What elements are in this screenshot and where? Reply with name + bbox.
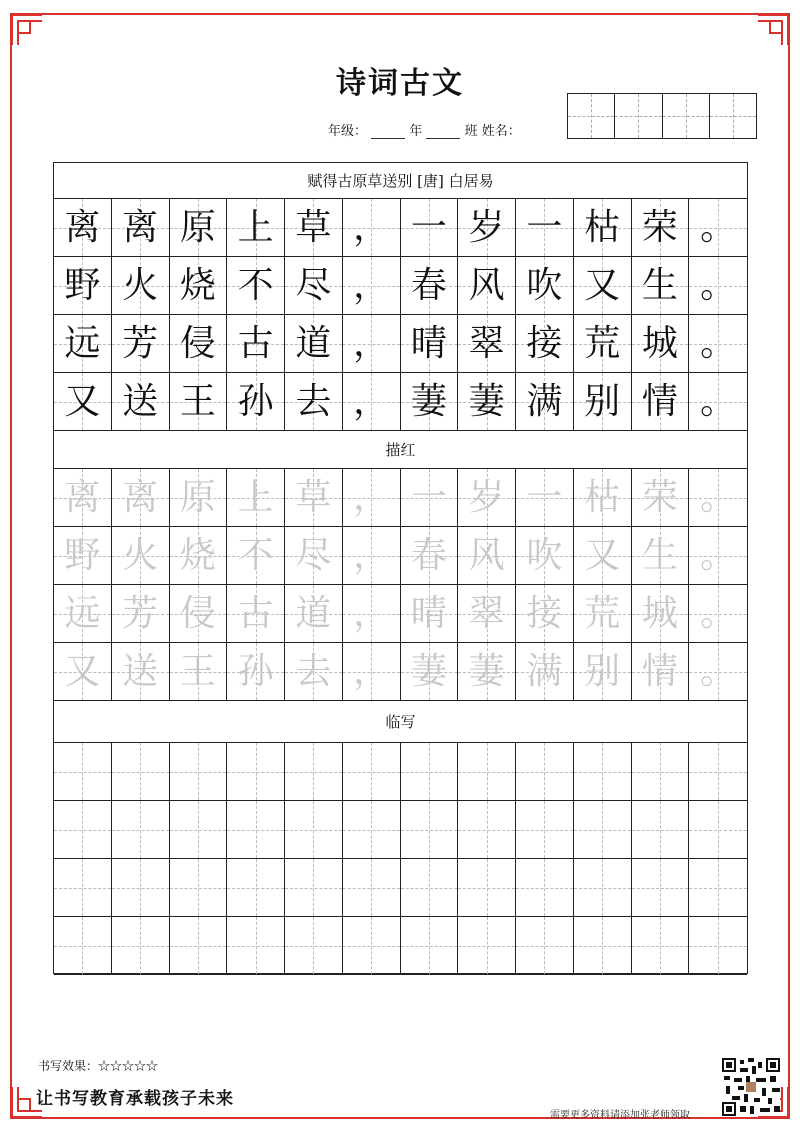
grid-cell xyxy=(574,585,632,642)
character: 萋 xyxy=(410,650,447,692)
character: 尽 xyxy=(295,534,332,576)
practice-sheet xyxy=(53,162,748,974)
grid-cell[interactable] xyxy=(516,917,574,974)
grid-cell xyxy=(574,373,632,430)
grid-cell xyxy=(285,527,343,584)
character: 。 xyxy=(700,650,737,692)
model-row xyxy=(54,315,747,373)
name-grid[interactable] xyxy=(567,93,757,139)
grid-cell xyxy=(54,257,112,314)
grid-cell xyxy=(458,257,516,314)
character: 别 xyxy=(584,380,621,422)
character: 道 xyxy=(295,592,332,634)
class-label: 班 xyxy=(464,124,478,139)
grid-cell[interactable] xyxy=(632,917,690,974)
grid-cell xyxy=(458,199,516,256)
grid-cell xyxy=(112,315,170,372)
grid-cell xyxy=(227,315,285,372)
grid-cell[interactable] xyxy=(689,917,747,974)
grid-cell[interactable] xyxy=(343,801,401,858)
grid-cell[interactable] xyxy=(574,859,632,916)
grid-cell xyxy=(227,373,285,430)
character: 。 xyxy=(700,264,737,306)
character: 又 xyxy=(64,650,101,692)
rating-text: 书写效果：☆☆☆☆☆ xyxy=(38,1059,159,1073)
character: 一 xyxy=(526,476,563,518)
grid-cell[interactable] xyxy=(632,859,690,916)
grid-cell xyxy=(574,643,632,700)
grid-cell[interactable] xyxy=(54,917,112,974)
copy-row xyxy=(54,801,747,859)
grid-cell xyxy=(227,199,285,256)
character: 原 xyxy=(179,206,216,248)
grid-cell[interactable] xyxy=(689,743,747,800)
grid-cell xyxy=(54,527,112,584)
grid-cell[interactable] xyxy=(401,801,459,858)
character: ， xyxy=(353,534,390,576)
grid-cell xyxy=(458,643,516,700)
grid-cell[interactable] xyxy=(458,917,516,974)
qr-code-icon xyxy=(722,1058,780,1116)
trace-row xyxy=(54,585,747,643)
grid-cell[interactable] xyxy=(343,859,401,916)
character: 草 xyxy=(295,476,332,518)
grid-cell xyxy=(54,585,112,642)
character: 荣 xyxy=(641,206,678,248)
grid-cell xyxy=(689,585,747,642)
grid-cell[interactable] xyxy=(401,917,459,974)
grid-cell xyxy=(343,585,401,642)
grid-cell xyxy=(458,585,516,642)
grid-cell[interactable] xyxy=(170,743,228,800)
character: 吹 xyxy=(526,534,563,576)
character: 春 xyxy=(410,264,447,306)
grid-cell[interactable] xyxy=(170,859,228,916)
grid-cell[interactable] xyxy=(458,859,516,916)
character: 不 xyxy=(237,264,274,306)
grid-cell xyxy=(227,643,285,700)
grid-cell[interactable] xyxy=(54,743,112,800)
character: ， xyxy=(353,650,390,692)
grid-cell[interactable] xyxy=(285,859,343,916)
grid-cell xyxy=(343,527,401,584)
grid-cell xyxy=(227,469,285,526)
grid-cell[interactable] xyxy=(689,859,747,916)
trace-row xyxy=(54,469,747,527)
grid-cell[interactable] xyxy=(285,801,343,858)
grid-cell[interactable] xyxy=(574,917,632,974)
grid-cell[interactable] xyxy=(227,859,285,916)
grid-cell xyxy=(689,527,747,584)
grid-cell xyxy=(689,643,747,700)
character: ， xyxy=(353,206,390,248)
grid-cell xyxy=(170,469,228,526)
grid-cell xyxy=(632,469,690,526)
character: ， xyxy=(353,322,390,364)
grid-cell xyxy=(285,257,343,314)
grid-cell xyxy=(112,527,170,584)
grid-cell xyxy=(285,199,343,256)
trace-label: 描红 xyxy=(54,431,747,469)
grid-cell xyxy=(401,315,459,372)
copy-row xyxy=(54,859,747,917)
class-blank[interactable] xyxy=(426,125,460,139)
grid-cell xyxy=(401,199,459,256)
grid-cell[interactable] xyxy=(574,743,632,800)
character: 。 xyxy=(700,592,737,634)
character: 芳 xyxy=(122,592,159,634)
grid-cell xyxy=(112,373,170,430)
character: 上 xyxy=(237,476,274,518)
grid-cell xyxy=(574,199,632,256)
grid-cell xyxy=(343,373,401,430)
character: 城 xyxy=(641,322,678,364)
grid-cell[interactable] xyxy=(689,801,747,858)
character: 烧 xyxy=(179,534,216,576)
slogan-text: 让书写教育承载孩子未来 xyxy=(36,1089,234,1109)
grid-cell[interactable] xyxy=(401,859,459,916)
grid-cell xyxy=(401,585,459,642)
character: 翠 xyxy=(468,322,505,364)
grid-cell xyxy=(227,585,285,642)
character: 别 xyxy=(584,650,621,692)
character: 侵 xyxy=(179,592,216,634)
character: 离 xyxy=(64,206,101,248)
grid-cell[interactable] xyxy=(632,743,690,800)
grid-cell[interactable] xyxy=(632,801,690,858)
grid-cell xyxy=(689,315,747,372)
character: 又 xyxy=(64,380,101,422)
character: 满 xyxy=(526,650,563,692)
model-row xyxy=(54,199,747,257)
grid-cell xyxy=(285,643,343,700)
character: 王 xyxy=(179,650,216,692)
grid-cell xyxy=(112,585,170,642)
copy-row xyxy=(54,743,747,801)
character: 上 xyxy=(237,206,274,248)
copy-label: 临写 xyxy=(54,701,747,743)
character: 离 xyxy=(64,476,101,518)
character: 。 xyxy=(700,534,737,576)
character: 一 xyxy=(410,476,447,518)
character: 送 xyxy=(122,650,159,692)
character: 一 xyxy=(526,206,563,248)
grid-cell xyxy=(632,585,690,642)
character: 火 xyxy=(122,534,159,576)
grid-cell[interactable] xyxy=(343,743,401,800)
character: 生 xyxy=(641,534,678,576)
grid-cell xyxy=(227,257,285,314)
grid-cell xyxy=(516,315,574,372)
page-title: 诗词古文 xyxy=(336,66,464,101)
character: 侵 xyxy=(179,322,216,364)
grid-cell xyxy=(516,469,574,526)
grid-cell xyxy=(574,469,632,526)
grid-cell[interactable] xyxy=(516,801,574,858)
grid-cell xyxy=(227,527,285,584)
grid-cell xyxy=(170,643,228,700)
character: 接 xyxy=(526,592,563,634)
grid-cell xyxy=(574,315,632,372)
grid-cell xyxy=(401,257,459,314)
grid-cell xyxy=(516,257,574,314)
grid-cell xyxy=(285,373,343,430)
grid-cell[interactable] xyxy=(227,743,285,800)
character: 岁 xyxy=(468,206,505,248)
character: 荒 xyxy=(584,322,621,364)
character: 孙 xyxy=(237,380,274,422)
grid-cell xyxy=(112,257,170,314)
grade-blank[interactable] xyxy=(371,125,405,139)
grid-cell xyxy=(54,315,112,372)
character: 生 xyxy=(641,264,678,306)
character: 又 xyxy=(584,534,621,576)
character: ， xyxy=(353,264,390,306)
character: 野 xyxy=(64,264,101,306)
grid-cell xyxy=(54,643,112,700)
grid-cell xyxy=(458,315,516,372)
character: 。 xyxy=(700,476,737,518)
grid-cell xyxy=(54,199,112,256)
character: 烧 xyxy=(179,264,216,306)
grid-cell[interactable] xyxy=(227,801,285,858)
character: 远 xyxy=(64,592,101,634)
grid-cell xyxy=(401,469,459,526)
character: 晴 xyxy=(410,322,447,364)
grid-cell[interactable] xyxy=(516,743,574,800)
copy-row xyxy=(54,917,747,975)
character: 枯 xyxy=(584,206,621,248)
grid-cell xyxy=(401,643,459,700)
character: 芳 xyxy=(122,322,159,364)
character: 古 xyxy=(237,322,274,364)
grid-cell[interactable] xyxy=(343,917,401,974)
model-row xyxy=(54,373,747,431)
grid-cell[interactable] xyxy=(112,743,170,800)
character: 岁 xyxy=(468,476,505,518)
grid-cell xyxy=(170,585,228,642)
character: 火 xyxy=(122,264,159,306)
character: 不 xyxy=(237,534,274,576)
grid-cell xyxy=(54,469,112,526)
character: 春 xyxy=(410,534,447,576)
character: 晴 xyxy=(410,592,447,634)
grid-cell[interactable] xyxy=(54,801,112,858)
grid-cell xyxy=(516,527,574,584)
grid-cell xyxy=(458,527,516,584)
character: 送 xyxy=(122,380,159,422)
model-row xyxy=(54,257,747,315)
grid-cell xyxy=(632,199,690,256)
grid-cell xyxy=(170,199,228,256)
grid-cell[interactable] xyxy=(458,743,516,800)
grid-cell xyxy=(170,257,228,314)
grid-cell xyxy=(343,315,401,372)
grid-cell xyxy=(574,527,632,584)
character: 城 xyxy=(641,592,678,634)
character: 去 xyxy=(295,650,332,692)
grid-cell xyxy=(516,373,574,430)
grid-cell xyxy=(343,643,401,700)
grid-cell xyxy=(632,315,690,372)
character: 风 xyxy=(468,264,505,306)
corner-ornament-icon xyxy=(10,13,44,47)
grid-cell[interactable] xyxy=(574,801,632,858)
grid-cell xyxy=(343,199,401,256)
character: 远 xyxy=(64,322,101,364)
character: 枯 xyxy=(584,476,621,518)
character: 情 xyxy=(641,380,678,422)
character: 吹 xyxy=(526,264,563,306)
character: 古 xyxy=(237,592,274,634)
name-label: 姓名： xyxy=(481,124,521,139)
student-info xyxy=(328,120,521,139)
grid-cell[interactable] xyxy=(54,859,112,916)
character: 萋 xyxy=(410,380,447,422)
grid-cell xyxy=(343,257,401,314)
grid-cell xyxy=(632,257,690,314)
grid-cell xyxy=(343,469,401,526)
footer-note: 需要更多资料请添加张老师领取 xyxy=(550,1110,690,1121)
trace-row xyxy=(54,643,747,701)
character: 萋 xyxy=(468,380,505,422)
grid-cell xyxy=(54,373,112,430)
character: ， xyxy=(353,476,390,518)
character: 王 xyxy=(179,380,216,422)
character: 荒 xyxy=(584,592,621,634)
grid-cell xyxy=(170,527,228,584)
grid-cell xyxy=(401,373,459,430)
trace-row xyxy=(54,527,747,585)
character: ， xyxy=(353,380,390,422)
grid-cell xyxy=(516,199,574,256)
grid-cell xyxy=(516,585,574,642)
grid-cell[interactable] xyxy=(112,801,170,858)
grid-cell xyxy=(689,373,747,430)
character: 野 xyxy=(64,534,101,576)
character: 孙 xyxy=(237,650,274,692)
grid-cell xyxy=(112,199,170,256)
grid-cell xyxy=(458,469,516,526)
grid-cell xyxy=(689,469,747,526)
character: 离 xyxy=(122,206,159,248)
character: 离 xyxy=(122,476,159,518)
grid-cell xyxy=(112,643,170,700)
corner-ornament-icon xyxy=(756,13,790,47)
grid-cell xyxy=(632,643,690,700)
character: 萋 xyxy=(468,650,505,692)
character: 一 xyxy=(410,206,447,248)
grid-cell xyxy=(516,643,574,700)
character: 满 xyxy=(526,380,563,422)
grid-cell[interactable] xyxy=(401,743,459,800)
grid-cell xyxy=(632,527,690,584)
grid-cell xyxy=(285,585,343,642)
grid-cell[interactable] xyxy=(227,917,285,974)
character: 接 xyxy=(526,322,563,364)
grid-cell[interactable] xyxy=(170,917,228,974)
grid-cell[interactable] xyxy=(285,917,343,974)
grid-cell xyxy=(689,257,747,314)
grid-cell xyxy=(285,315,343,372)
character: 草 xyxy=(295,206,332,248)
character: 情 xyxy=(641,650,678,692)
character: 翠 xyxy=(468,592,505,634)
grid-cell[interactable] xyxy=(112,859,170,916)
grid-cell[interactable] xyxy=(170,801,228,858)
grid-cell[interactable] xyxy=(458,801,516,858)
character: 荣 xyxy=(641,476,678,518)
character: ， xyxy=(353,592,390,634)
grid-cell[interactable] xyxy=(516,859,574,916)
character: 去 xyxy=(295,380,332,422)
character: 尽 xyxy=(295,264,332,306)
grid-cell xyxy=(401,527,459,584)
character: 。 xyxy=(700,380,737,422)
year-label: 年 xyxy=(409,124,423,139)
character: 原 xyxy=(179,476,216,518)
grid-cell xyxy=(689,199,747,256)
grid-cell xyxy=(632,373,690,430)
character: 。 xyxy=(700,206,737,248)
grid-cell xyxy=(112,469,170,526)
grid-cell[interactable] xyxy=(112,917,170,974)
grid-cell xyxy=(574,257,632,314)
grid-cell[interactable] xyxy=(285,743,343,800)
grid-cell xyxy=(285,469,343,526)
grade-label: 年级： xyxy=(328,124,368,139)
character: 。 xyxy=(700,322,737,364)
grid-cell xyxy=(170,315,228,372)
character: 风 xyxy=(468,534,505,576)
grid-cell xyxy=(170,373,228,430)
character: 道 xyxy=(295,322,332,364)
poem-header: 赋得古原草送别 [唐] 白居易 xyxy=(54,163,747,199)
character: 又 xyxy=(584,264,621,306)
grid-cell xyxy=(458,373,516,430)
